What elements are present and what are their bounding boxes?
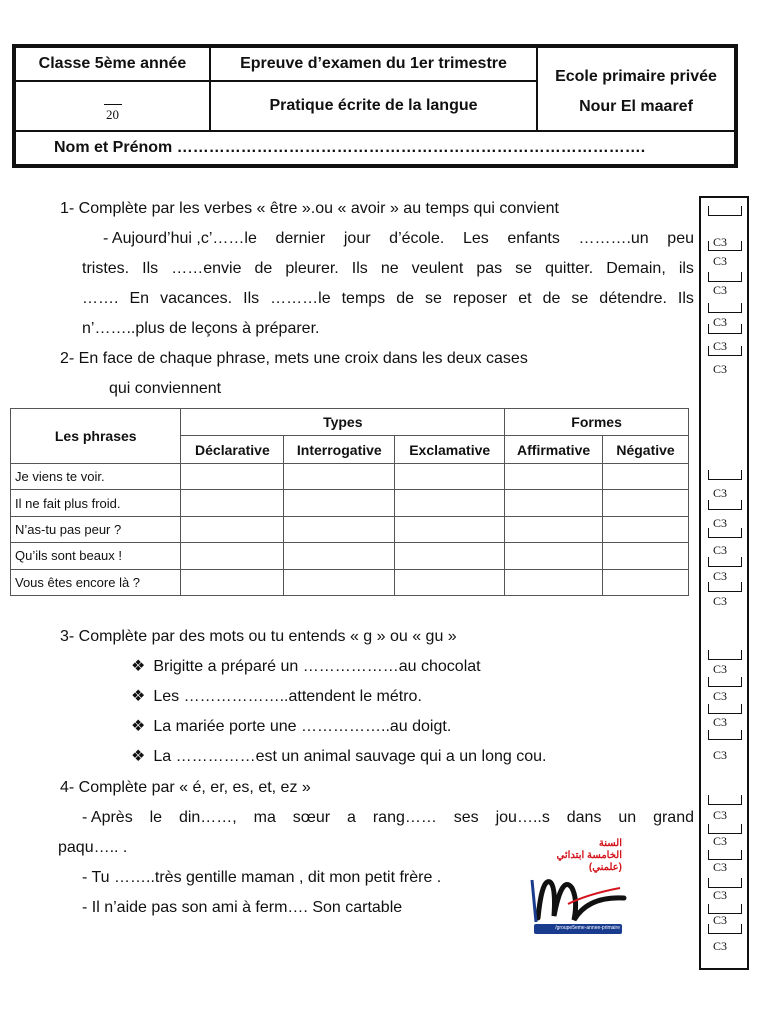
ecole-label: Ecole primaire privée <box>555 68 717 85</box>
word: temps <box>341 290 386 307</box>
note-denominator: 20 <box>106 106 119 122</box>
checkbox-cell[interactable] <box>603 516 689 542</box>
word: Ils <box>351 260 368 277</box>
word: ils <box>678 260 694 277</box>
checkbox-cell[interactable] <box>284 543 395 569</box>
word: tristes. <box>82 260 130 277</box>
word: se <box>425 290 442 307</box>
word: de <box>254 260 273 277</box>
criterion-label: C3 <box>713 913 728 927</box>
word: ses <box>453 809 479 826</box>
phrase-cell: Vous êtes encore là ? <box>11 569 181 595</box>
word: En <box>129 290 150 307</box>
word: dans <box>566 809 602 826</box>
word: se <box>515 260 533 277</box>
criterion-label: C3 <box>713 486 728 500</box>
checkbox-cell[interactable] <box>505 543 603 569</box>
criterion-label: C3 <box>713 283 728 297</box>
word: Les <box>462 230 489 247</box>
sub-header-0: Déclarative <box>181 436 284 463</box>
checkbox-cell[interactable] <box>284 569 395 595</box>
sub-header-2: Exclamative <box>395 436 505 463</box>
sub-header-3: Affirmative <box>505 436 603 463</box>
note-cell <box>15 81 210 131</box>
word: din……, <box>178 809 237 826</box>
exercise3-item-text: Brigitte a préparé un ………………au chocolat <box>153 658 481 675</box>
exercise2-title: 2- En face de chaque phrase, mets une croix dans les deux cases <box>60 350 528 367</box>
exercise3-item-text: Les ………………..attendent le métro. <box>153 688 422 705</box>
exercise4-title: 4- Complète par « é, er, es, et, ez » <box>60 779 311 796</box>
logo-text-3: (علمني) <box>588 862 622 873</box>
word: reposer <box>452 290 508 307</box>
word: - Après <box>82 809 133 826</box>
checkbox-cell[interactable] <box>395 516 505 542</box>
criterion-label: C3 <box>713 860 728 874</box>
exercise3-item <box>131 717 451 737</box>
checkbox-cell[interactable] <box>603 490 689 516</box>
checkbox-cell[interactable] <box>603 463 689 489</box>
checkbox-cell[interactable] <box>395 569 505 595</box>
word: ……envie <box>171 260 242 277</box>
grading-margin-column <box>699 196 749 970</box>
criterion-label: C3 <box>713 715 728 729</box>
checkbox-cell[interactable] <box>181 490 284 516</box>
checkbox-cell[interactable] <box>395 490 505 516</box>
exercise3-item <box>131 747 546 767</box>
nom-ecole-label: Nour El maaref <box>579 98 693 115</box>
diamond-bullet-icon: ❖ <box>131 748 146 765</box>
word: ma <box>253 809 276 826</box>
word: enfants <box>507 230 560 247</box>
exam-header <box>12 44 738 168</box>
word: rang…… <box>372 809 437 826</box>
table-row <box>11 516 689 542</box>
criterion-label: C3 <box>713 808 728 822</box>
checkbox-cell[interactable] <box>284 516 395 542</box>
note-fraction <box>104 104 122 123</box>
epreuve-label: Epreuve d’examen du 1er trimestre <box>240 55 507 72</box>
logo-footer: /groupe5eme-annee-primaire <box>555 925 620 931</box>
checkbox-cell[interactable] <box>181 543 284 569</box>
word: se <box>571 290 589 307</box>
table-row <box>11 463 689 489</box>
phrase-cell: Il ne fait plus froid. <box>11 490 181 516</box>
nom-prenom-field: Nom et Prénom ……………………………………………………………………………. <box>54 139 646 156</box>
exercise1-line2 <box>82 259 694 279</box>
score-bracket <box>708 677 742 687</box>
score-bracket <box>708 557 742 567</box>
word: veulent <box>411 260 464 277</box>
criterion-label: C3 <box>713 339 728 353</box>
word: sœur <box>292 809 331 826</box>
table-row <box>11 569 689 595</box>
score-bracket <box>708 795 742 805</box>
score-bracket <box>708 850 742 860</box>
criterion-label: C3 <box>713 516 728 530</box>
criterion-label: C3 <box>713 662 728 676</box>
score-bracket <box>708 470 742 480</box>
word: - Aujourd’hui ,c’……le <box>103 230 257 247</box>
word: ………le <box>270 290 331 307</box>
exercise1-line4: n’……..plus de leçons à préparer. <box>82 320 320 337</box>
criterion-label: C3 <box>713 689 728 703</box>
score-bracket <box>708 704 742 714</box>
logo-text-1: السنة <box>598 838 622 849</box>
phrases-table <box>10 408 689 596</box>
word: dernier <box>275 230 326 247</box>
col-phrases-header: Les phrases <box>11 409 181 464</box>
criterion-label: C3 <box>713 748 728 762</box>
phrase-cell: Je viens te voir. <box>11 463 181 489</box>
sub-header-4: Négative <box>603 436 689 463</box>
word: un <box>618 809 637 826</box>
word: Ils <box>243 290 260 307</box>
diamond-bullet-icon: ❖ <box>131 718 146 735</box>
exercise3-item-text: La ……………est un animal sauvage qui a un long cou. <box>153 748 547 765</box>
checkbox-cell[interactable] <box>505 569 603 595</box>
word: peu <box>667 230 694 247</box>
epreuve-cell <box>210 47 537 81</box>
phrase-cell: N’as-tu pas peur ? <box>11 516 181 542</box>
score-bracket <box>708 878 742 888</box>
score-bracket <box>708 730 742 740</box>
score-bracket <box>708 303 742 313</box>
checkbox-cell[interactable] <box>181 569 284 595</box>
word: et <box>518 290 532 307</box>
criterion-label: C3 <box>713 543 728 557</box>
word: ne <box>380 260 399 277</box>
checkbox-cell[interactable] <box>505 516 603 542</box>
word: Ils <box>142 260 159 277</box>
classe-label: Classe 5ème année <box>38 55 187 72</box>
score-bracket <box>708 272 742 282</box>
score-bracket <box>708 650 742 660</box>
criterion-label: C3 <box>713 254 728 268</box>
exercise3-item <box>131 657 481 677</box>
criterion-label: C3 <box>713 235 728 249</box>
nom-prenom-cell[interactable] <box>15 131 735 165</box>
word: a <box>347 809 356 826</box>
checkbox-cell[interactable] <box>603 543 689 569</box>
word: de <box>396 290 414 307</box>
col-formes-header: Formes <box>505 409 689 436</box>
word: quitter. <box>545 260 594 277</box>
exercise1-title: 1- Complète par les verbes « être ».ou « avoir » au temps qui convient <box>60 200 559 217</box>
exercise3-item <box>131 687 422 707</box>
criterion-label: C3 <box>713 569 728 583</box>
word: vacances. <box>160 290 233 307</box>
checkbox-cell[interactable] <box>181 463 284 489</box>
word: Ils <box>677 290 694 307</box>
criterion-label: C3 <box>713 834 728 848</box>
word: ……….un <box>578 230 649 247</box>
exercise1-line1 <box>103 229 694 249</box>
word: grand <box>653 809 694 826</box>
exercise4-line2: paqu….. . <box>58 839 128 856</box>
exercise4-line4: - Il n’aide pas son ami à ferm…. Son cartable <box>82 899 403 916</box>
checkbox-cell[interactable] <box>505 463 603 489</box>
criterion-label: C3 <box>713 362 728 376</box>
checkbox-cell[interactable] <box>284 490 395 516</box>
score-bracket <box>708 824 742 834</box>
checkbox-cell[interactable] <box>284 463 395 489</box>
word: détendre. <box>599 290 667 307</box>
exercise1-line3 <box>82 289 694 309</box>
table-row <box>11 543 689 569</box>
diamond-bullet-icon: ❖ <box>131 658 146 675</box>
word: de <box>542 290 561 307</box>
word: le <box>149 809 163 826</box>
criterion-label: C3 <box>713 594 728 608</box>
word: jour <box>343 230 371 247</box>
word: pas <box>476 260 503 277</box>
criterion-label: C3 <box>713 939 728 953</box>
score-bracket <box>708 206 742 216</box>
checkbox-cell[interactable] <box>395 463 505 489</box>
exercise3-title: 3- Complète par des mots ou tu entends « g » ou « gu » <box>60 628 457 645</box>
table-row <box>11 490 689 516</box>
classe-cell <box>15 47 210 81</box>
criterion-label: C3 <box>713 888 728 902</box>
exercise3-item-text: La mariée porte une ……………..au doigt. <box>153 718 452 735</box>
col-types-header: Types <box>181 409 505 436</box>
logo-text-2: الخامسة ابتدائي <box>556 850 622 861</box>
exercise4-line1 <box>82 808 694 828</box>
word: pleurer. <box>285 260 339 277</box>
exercise2-title-2: qui conviennent <box>109 380 222 397</box>
checkbox-cell[interactable] <box>603 569 689 595</box>
word: ……. <box>82 290 119 307</box>
diamond-bullet-icon: ❖ <box>131 688 146 705</box>
sub-header-1: Interrogative <box>284 436 395 463</box>
exercise4-line3: - Tu ……..très gentille maman , dit mon petit frère . <box>82 869 442 886</box>
word: Demain, <box>606 260 666 277</box>
ecole-cell <box>537 47 735 131</box>
criterion-label: C3 <box>713 315 728 329</box>
checkbox-cell[interactable] <box>181 516 284 542</box>
word: d’école. <box>389 230 445 247</box>
checkbox-cell[interactable] <box>395 543 505 569</box>
pratique-label: Pratique écrite de la langue <box>269 97 478 114</box>
score-bracket <box>708 500 742 510</box>
pratique-cell <box>210 81 537 131</box>
phrase-cell: Qu’ils sont beaux ! <box>11 543 181 569</box>
word: jou…..s <box>495 809 550 826</box>
school-logo <box>528 838 628 942</box>
checkbox-cell[interactable] <box>505 490 603 516</box>
